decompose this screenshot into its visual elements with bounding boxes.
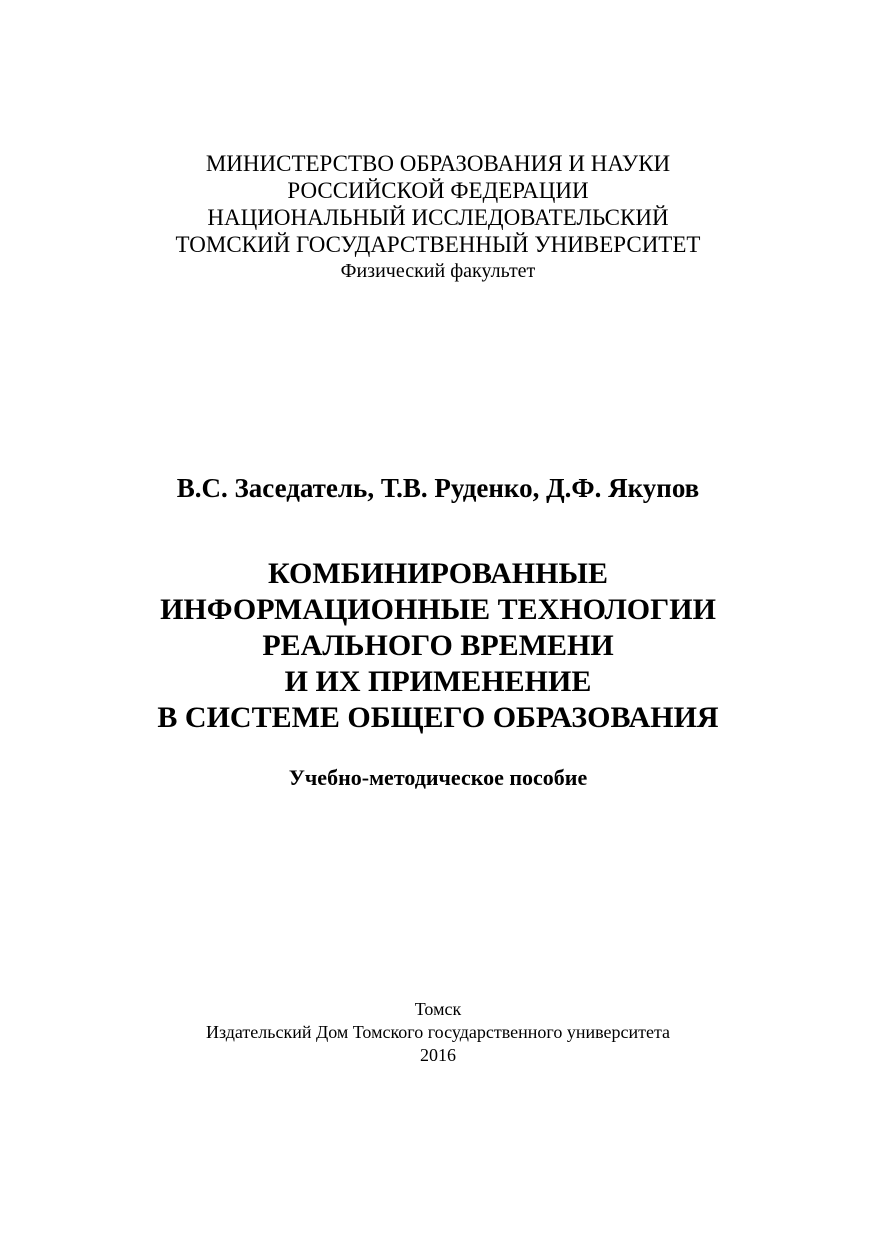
- imprint-publisher: Издательский Дом Томского государственного университета: [205, 1022, 671, 1042]
- institution-line: НАЦИОНАЛЬНЫЙ ИССЛЕДОВАТЕЛЬСКИЙ: [207, 205, 669, 230]
- title-line: В СИСТЕМЕ ОБЩЕГО ОБРАЗОВАНИЯ: [157, 701, 719, 734]
- institution-line: РОССИЙСКОЙ ФЕДЕРАЦИИ: [287, 178, 589, 203]
- imprint-year: 2016: [420, 1045, 456, 1065]
- institution-line: МИНИСТЕРСТВО ОБРАЗОВАНИЯ И НАУКИ: [205, 151, 671, 176]
- institution-header: [0, 150, 876, 284]
- title-line: КОМБИНИРОВАННЫЕ: [268, 557, 608, 590]
- title-line: ИНФОРМАЦИОННЫЕ ТЕХНОЛОГИИ: [160, 593, 716, 626]
- book-title: [0, 556, 876, 736]
- imprint-city: Томск: [414, 999, 462, 1019]
- book-subtitle: Учебно-методическое пособие: [288, 765, 588, 790]
- faculty-name: Физический факультет: [340, 260, 536, 282]
- title-line: РЕАЛЬНОГО ВРЕМЕНИ: [262, 629, 614, 662]
- authors: В.С. Заседатель, Т.В. Руденко, Д.Ф. Якупов: [176, 473, 700, 503]
- title-line: И ИХ ПРИМЕНЕНИЕ: [284, 665, 592, 698]
- imprint: [0, 998, 876, 1067]
- institution-line: ТОМСКИЙ ГОСУДАРСТВЕННЫЙ УНИВЕРСИТЕТ: [175, 232, 701, 257]
